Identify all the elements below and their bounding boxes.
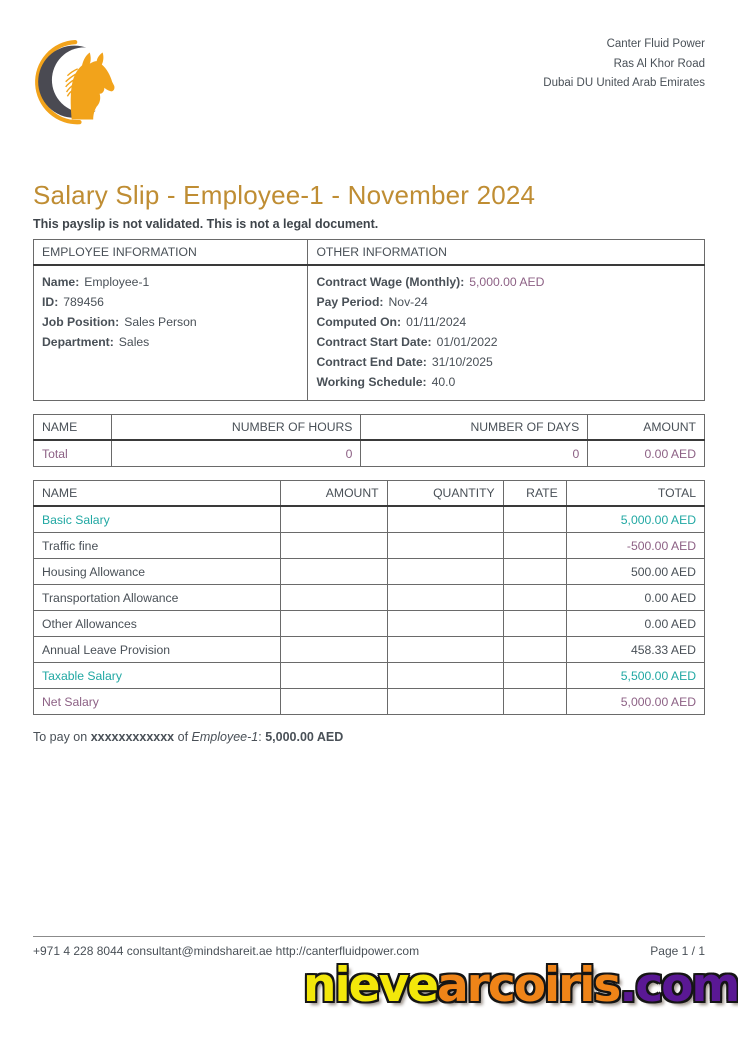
table-row-annual-leave-provision — [34, 637, 705, 663]
cell-total: 0.00 AED — [566, 611, 704, 637]
cell-total: 0.00 AED — [566, 585, 704, 611]
cell-amount — [280, 689, 387, 715]
cell-quantity — [387, 533, 503, 559]
cell-name: Net Salary — [34, 689, 281, 715]
page-header — [33, 32, 705, 128]
column-header-quantity: QUANTITY — [387, 481, 503, 507]
employee-information-cell — [34, 265, 308, 401]
field-contract-wage: Contract Wage (Monthly): 5,000.00 AED — [316, 275, 545, 289]
column-header-name: NAME — [34, 481, 281, 507]
worked-days-table — [33, 414, 705, 467]
table-row-net-salary — [34, 689, 705, 715]
table-row-housing-allowance — [34, 559, 705, 585]
payment-note — [33, 730, 705, 744]
table-header-row — [34, 240, 705, 266]
column-header-name: NAME — [34, 415, 112, 441]
cell-name: Transportation Allowance — [34, 585, 281, 611]
cell-total: 500.00 AED — [566, 559, 704, 585]
table-row — [34, 265, 705, 401]
table-header-row — [34, 415, 705, 441]
company-name: Canter Fluid Power — [606, 38, 705, 50]
cell-quantity — [387, 559, 503, 585]
cell-total: 5,000.00 AED — [566, 506, 704, 533]
watermark-part-2: arcoiris — [436, 958, 620, 1013]
column-header-amount: AMOUNT — [588, 415, 705, 441]
watermark — [303, 958, 738, 1013]
cell-quantity — [387, 689, 503, 715]
cell-amount — [280, 559, 387, 585]
cell-total: -500.00 AED — [566, 533, 704, 559]
cell-name: Total — [34, 440, 112, 467]
field-pay-period: Pay Period: Nov-24 — [316, 295, 428, 309]
field-name: Name: Employee-1 — [42, 275, 150, 289]
company-address — [543, 32, 705, 94]
cell-amount — [280, 585, 387, 611]
other-information-cell — [308, 265, 705, 401]
column-header-rate: RATE — [503, 481, 566, 507]
page-number: Page 1 / 1 — [650, 944, 705, 958]
cell-quantity — [387, 506, 503, 533]
table-row-taxable-salary — [34, 663, 705, 689]
column-header-days: NUMBER OF DAYS — [361, 415, 588, 441]
cell-amount — [280, 506, 387, 533]
information-table — [33, 239, 705, 401]
cell-amount — [280, 663, 387, 689]
cell-quantity — [387, 663, 503, 689]
watermark-part-1: nieve — [303, 958, 437, 1013]
cell-name: Taxable Salary — [34, 663, 281, 689]
cell-quantity — [387, 611, 503, 637]
company-logo — [33, 32, 119, 128]
cell-amount — [280, 611, 387, 637]
field-contract-end: Contract End Date: 31/10/2025 — [316, 355, 493, 369]
cell-total: 5,500.00 AED — [566, 663, 704, 689]
payment-amount: 5,000.00 AED — [265, 730, 344, 744]
table-header-row — [34, 481, 705, 507]
field-computed-on: Computed On: 01/11/2024 — [316, 315, 467, 329]
table-row-traffic-fine — [34, 533, 705, 559]
salary-lines-table — [33, 480, 705, 715]
horse-logo-icon — [33, 32, 119, 128]
field-contract-start: Contract Start Date: 01/01/2022 — [316, 335, 498, 349]
column-header-hours: NUMBER OF HOURS — [111, 415, 361, 441]
cell-rate — [503, 637, 566, 663]
company-city: Dubai DU United Arab Emirates — [543, 77, 705, 89]
cell-rate — [503, 559, 566, 585]
field-id: ID: 789456 — [42, 295, 104, 309]
field-working-schedule: Working Schedule: 40.0 — [316, 375, 456, 389]
table-row-transportation-allowance — [34, 585, 705, 611]
cell-amount — [280, 637, 387, 663]
table-row-basic-salary — [34, 506, 705, 533]
cell-rate — [503, 506, 566, 533]
payment-prefix: To pay on — [33, 730, 88, 744]
cell-total: 5,000.00 AED — [566, 689, 704, 715]
payment-connector: of — [177, 730, 189, 744]
table-row — [34, 440, 705, 467]
page-footer — [33, 936, 705, 958]
cell-quantity — [387, 637, 503, 663]
field-department: Department: Sales — [42, 335, 150, 349]
company-street: Ras Al Khor Road — [613, 57, 705, 70]
cell-amount — [280, 533, 387, 559]
cell-rate — [503, 689, 566, 715]
payment-account-mask: xxxxxxxxxxxx — [90, 730, 175, 744]
cell-name: Traffic fine — [34, 533, 281, 559]
other-information-header: OTHER INFORMATION — [308, 240, 705, 266]
cell-total: 458.33 AED — [566, 637, 704, 663]
cell-hours: 0 — [111, 440, 361, 467]
cell-rate — [503, 585, 566, 611]
cell-name: Annual Leave Provision — [34, 637, 281, 663]
payment-employee: Employee-1 — [191, 730, 259, 744]
table-row-other-allowances — [34, 611, 705, 637]
payment-colon: : — [258, 730, 262, 744]
column-header-total: TOTAL — [566, 481, 704, 507]
cell-rate — [503, 663, 566, 689]
column-header-amount: AMOUNT — [280, 481, 387, 507]
cell-name: Basic Salary — [34, 506, 281, 533]
cell-rate — [503, 533, 566, 559]
cell-days: 0 — [361, 440, 588, 467]
watermark-part-3: .com — [619, 958, 738, 1013]
cell-quantity — [387, 585, 503, 611]
cell-name: Housing Allowance — [34, 559, 281, 585]
cell-name: Other Allowances — [34, 611, 281, 637]
footer-contact: +971 4 228 8044 consultant@mindshareit.ae http://canterfluidpower.com — [33, 944, 420, 958]
cell-rate — [503, 611, 566, 637]
field-job-position: Job Position: Sales Person — [42, 315, 197, 329]
page-title: Salary Slip - Employee-1 - November 2024 — [33, 180, 536, 210]
cell-amount: 0.00 AED — [588, 440, 705, 467]
employee-information-header: EMPLOYEE INFORMATION — [34, 240, 308, 266]
validation-disclaimer: This payslip is not validated. This is not a legal document. — [33, 217, 379, 231]
